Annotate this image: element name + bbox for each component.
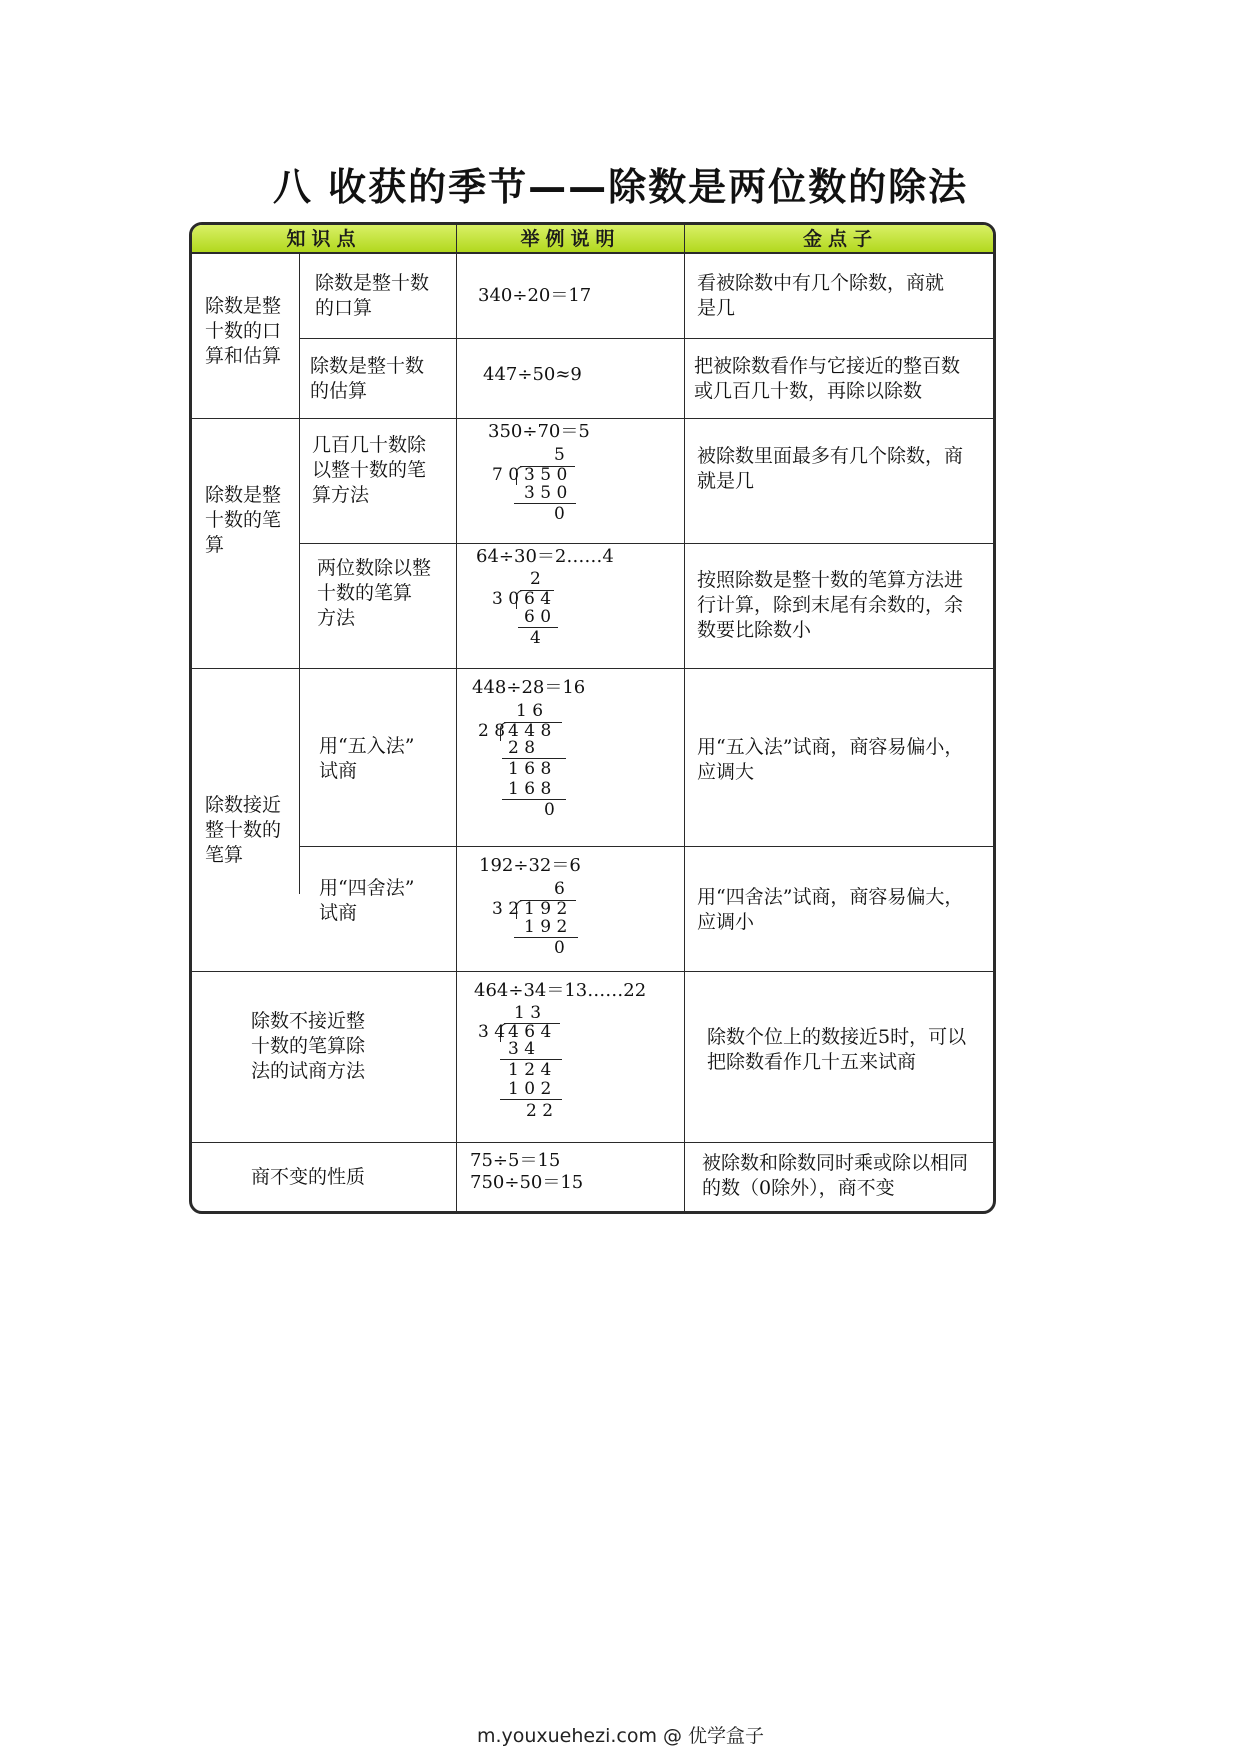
dividend: 4 6 4 (508, 1022, 552, 1042)
row-divider (299, 846, 996, 847)
long-division (492, 569, 592, 667)
row-divider (192, 418, 996, 419)
row-divider (192, 1142, 996, 1143)
long-division (492, 879, 602, 971)
division-step: 1 2 4 (508, 1060, 552, 1080)
col-divider (456, 254, 457, 1214)
footer-watermark: m.youxuehezi.com @ 优学盒子 (476, 1725, 765, 1747)
long-division (478, 1003, 588, 1141)
topic-cell: 用“四舍法” 试商 (319, 877, 415, 924)
division-step: 3 5 0 (524, 483, 568, 503)
dividend: 1 9 2 (524, 899, 568, 919)
group-label: 除数接近 整十数的 笔算 (205, 794, 282, 866)
tip-cell: 按照除数是整十数的笔算方法进 行计算，除到末尾有余数的，余 数要比除数小 (697, 569, 964, 641)
row-divider (299, 338, 996, 339)
quotient: 1 6 (516, 701, 544, 721)
example-equation: 448÷28＝16 (472, 677, 586, 698)
division-step: 1 6 8 (508, 779, 552, 799)
topic-cell: 用“五入法” 试商 (319, 735, 415, 782)
division-step: 0 (554, 504, 565, 524)
topic-cell: 除数是整十数 的估算 (310, 355, 425, 402)
col-divider (299, 254, 300, 894)
long-division (492, 445, 592, 543)
group-label: 除数是整 十数的口 算和估算 (205, 295, 282, 367)
dividend: 4 4 8 (508, 721, 552, 741)
quotient: 2 (530, 569, 541, 589)
group-label: 除数是整 十数的笔 算 (205, 484, 282, 556)
example-equation: 350÷70＝5 (488, 421, 590, 442)
example-equation: 340÷20＝17 (478, 285, 592, 306)
topic-cell: 两位数除以整 十数的笔算 方法 (317, 557, 432, 629)
example-equation: 192÷32＝6 (479, 855, 581, 876)
division-step: 1 6 8 (508, 759, 552, 779)
topic-cell: 几百几十数除 以整十数的笔 算方法 (312, 434, 427, 506)
tip-cell: 除数个位上的数接近5时，可以 把除数看作几十五来试商 (707, 1026, 967, 1073)
tip-cell: 把被除数看作与它接近的整百数 或几百几十数，再除以除数 (694, 355, 961, 402)
quotient: 5 (554, 445, 565, 465)
example-equation: 464÷34＝13……22 (474, 980, 647, 1001)
dividend: 6 4 (524, 589, 552, 609)
divisor: 3 0 (492, 589, 520, 609)
tip-cell: 看被除数中有几个除数，商就 是几 (697, 272, 945, 319)
header-tip: 金点子 (684, 225, 996, 254)
example-equation: 64÷30＝2……4 (476, 546, 614, 567)
division-step: 4 (530, 628, 541, 648)
division-step: 2 2 (526, 1101, 554, 1121)
division-line (514, 503, 576, 504)
tip-cell: 被除数里面最多有几个除数，商 就是几 (697, 445, 964, 492)
division-step: 1 0 2 (508, 1079, 552, 1099)
division-line (502, 799, 566, 800)
division-step: 6 0 (524, 607, 552, 627)
topic-cell: 除数不接近整 十数的笔算除 法的试商方法 (251, 1010, 366, 1082)
page-title: 八 收获的季节——除数是两位数的除法 (272, 165, 969, 209)
division-step: 0 (554, 938, 565, 958)
tip-cell: 用“五入法”试商，商容易偏小， 应调大 (697, 736, 964, 783)
divisor: 2 8 (478, 721, 506, 741)
header-example: 举例说明 (456, 225, 684, 254)
example-equation: 447÷50≈9 (483, 364, 582, 385)
long-division (478, 701, 588, 841)
summary-table (189, 222, 996, 1214)
tip-cell: 用“四舍法”试商，商容易偏大， 应调小 (697, 886, 964, 933)
division-step: 1 9 2 (524, 917, 568, 937)
example-equation: 75÷5＝15 750÷50＝15 (470, 1150, 584, 1193)
division-step: 2 8 (508, 738, 536, 758)
division-line (514, 937, 578, 938)
division-step: 0 (544, 800, 555, 820)
row-divider (192, 668, 996, 669)
divisor: 3 4 (478, 1022, 506, 1042)
dividend: 3 5 0 (524, 465, 568, 485)
quotient: 1 3 (514, 1003, 542, 1023)
col-divider (684, 254, 685, 1214)
divisor: 7 0 (492, 465, 520, 485)
topic-cell: 除数是整十数 的口算 (315, 272, 430, 319)
division-line (500, 1099, 562, 1100)
tip-cell: 被除数和除数同时乘或除以相同 的数（0除外），商不变 (702, 1152, 969, 1199)
division-step: 3 4 (508, 1039, 536, 1059)
row-divider (192, 971, 996, 972)
row-divider (299, 543, 996, 544)
topic-cell: 商不变的性质 (251, 1166, 366, 1188)
quotient: 6 (554, 879, 565, 899)
divisor: 3 2 (492, 899, 520, 919)
header-knowledge: 知识点 (192, 225, 456, 254)
